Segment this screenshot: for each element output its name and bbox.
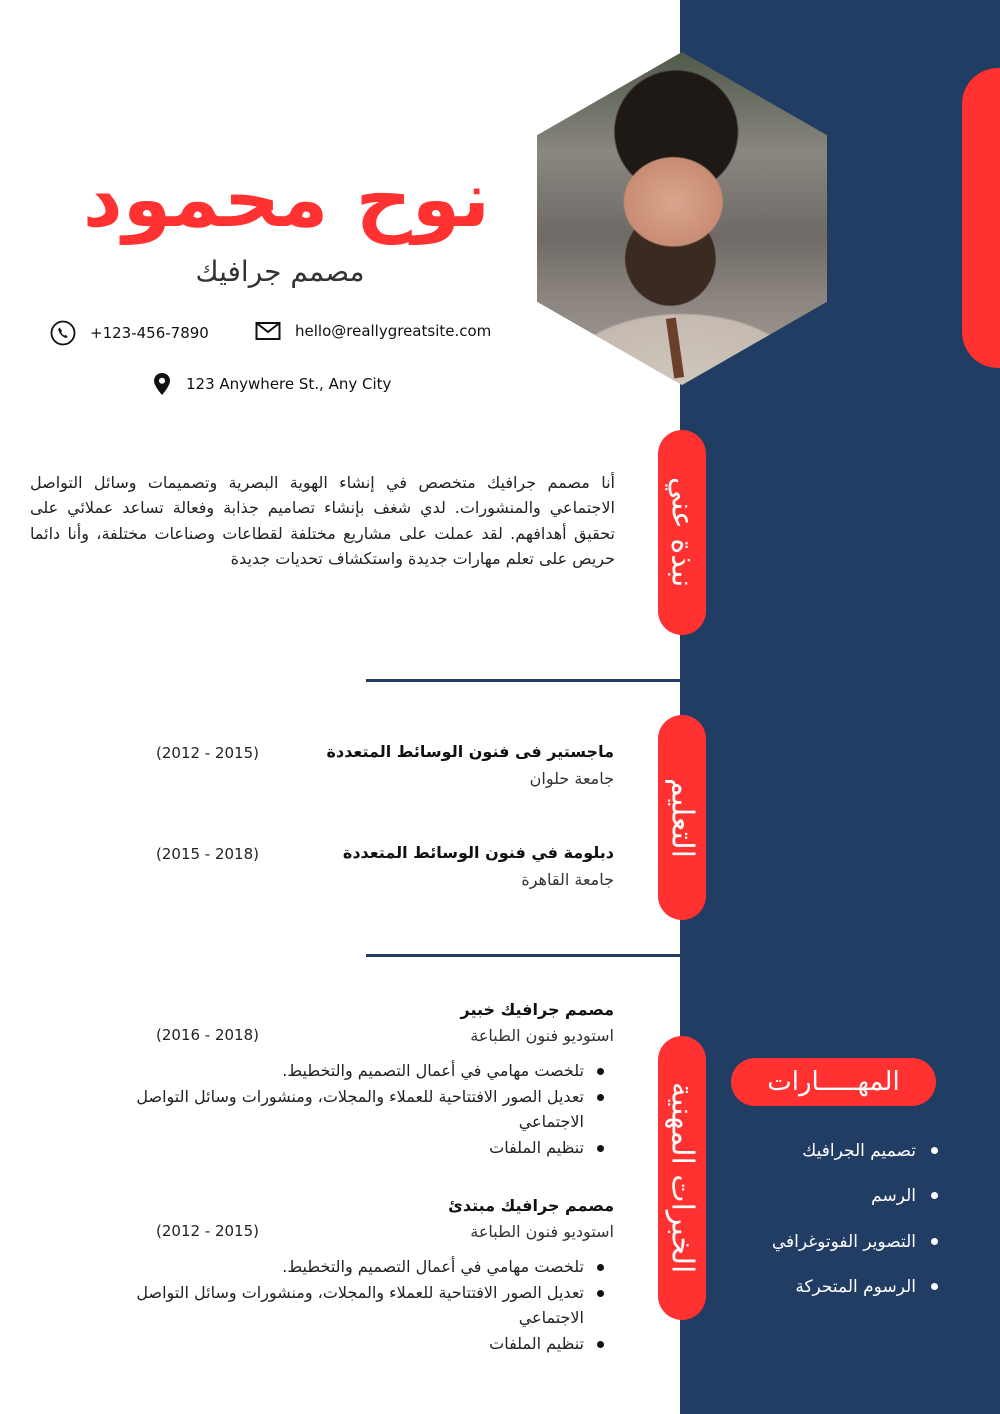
- about-text: أنا مصمم جرافيك متخصص في إنشاء الهوية البصرية وتصميمات وسائل التواصل الاجتماعي والمنشورات. لدي شغف بإنشاء تصاميم جذابة وفعالة تساعد عملائي على تحقيق أهدافهم. لقد عملت على مشاريع مختلفة لقطاعات وصناعات مختلفة، وأنا دائما حريص على تعلم مهارات جديدة واستكشاف تحديات جديدة: [30, 473, 615, 568]
- location-pin-icon: [152, 372, 172, 396]
- list-item: تعديل الصور الافتتاحية للعملاء والمجلات، ومنشورات وسائل التواصل الاجتماعي: [134, 1280, 604, 1331]
- skill-item: التصوير الفوتوغرافي: [772, 1228, 938, 1273]
- education-degree: ماجستير فى فنون الوسائط المتعددة: [326, 742, 614, 761]
- education-heading: التعليم: [664, 777, 700, 858]
- skill-item: الرسم: [772, 1182, 938, 1227]
- decorative-red-tab: [962, 68, 1000, 368]
- education-degree: دبلومة في فنون الوسائط المتعددة: [342, 843, 614, 862]
- job-company: استوديو فنون الطباعة: [470, 1222, 614, 1241]
- email-address[interactable]: hello@reallygreatsite.com: [295, 322, 492, 340]
- job-dates: (2016 - 2018): [156, 1026, 260, 1044]
- job-duties-list: [134, 1254, 604, 1356]
- phone-icon: [50, 320, 76, 346]
- section-label-experience: [658, 1036, 706, 1320]
- education-school: جامعة حلوان: [529, 769, 614, 788]
- skill-item: الرسوم المتحركة: [772, 1273, 938, 1318]
- section-divider: [366, 954, 680, 957]
- skills-list: [772, 1137, 938, 1318]
- contact-email: [255, 321, 491, 341]
- photo-detail: [666, 318, 684, 379]
- education-dates: (2015 - 2018): [156, 845, 260, 863]
- job-dates: (2012 - 2015): [156, 1222, 260, 1240]
- about-heading: نبذة عني: [664, 477, 700, 588]
- job-role: مصمم جرافيك مبتدئ: [448, 1196, 614, 1215]
- education-dates: (2012 - 2015): [156, 744, 260, 762]
- education-school: جامعة القاهرة: [521, 870, 614, 889]
- skills-heading: المهـــــارات: [767, 1067, 900, 1097]
- job-company: استوديو فنون الطباعة: [470, 1026, 614, 1045]
- contact-phone: [50, 320, 209, 346]
- list-item: تلخصت مهامي في أعمال التصميم والتخطيط.: [134, 1254, 604, 1280]
- phone-number[interactable]: +123-456-7890: [90, 324, 209, 342]
- job-duties-list: [134, 1058, 604, 1160]
- job-role: مصمم جرافيك خبير: [460, 1000, 614, 1019]
- list-item: تعديل الصور الافتتاحية للعملاء والمجلات، ومنشورات وسائل التواصل الاجتماعي: [134, 1084, 604, 1135]
- list-item: تنظيم الملفات: [134, 1331, 604, 1357]
- address-text: 123 Anywhere St., Any City: [186, 375, 392, 393]
- list-item: تنظيم الملفات: [134, 1135, 604, 1161]
- list-item: تلخصت مهامي في أعمال التصميم والتخطيط.: [134, 1058, 604, 1084]
- section-label-skills: [731, 1058, 936, 1106]
- section-divider: [366, 679, 680, 682]
- person-name: نوح محمود: [82, 155, 490, 245]
- section-label-education: [658, 715, 706, 920]
- envelope-icon: [255, 321, 281, 341]
- experience-heading: الخبرات المهنية: [664, 1082, 700, 1274]
- section-label-about: [658, 430, 706, 635]
- contact-address: [152, 372, 391, 396]
- job-title: مصمم جرافيك: [195, 255, 365, 288]
- skill-item: تصميم الجرافيك: [772, 1137, 938, 1182]
